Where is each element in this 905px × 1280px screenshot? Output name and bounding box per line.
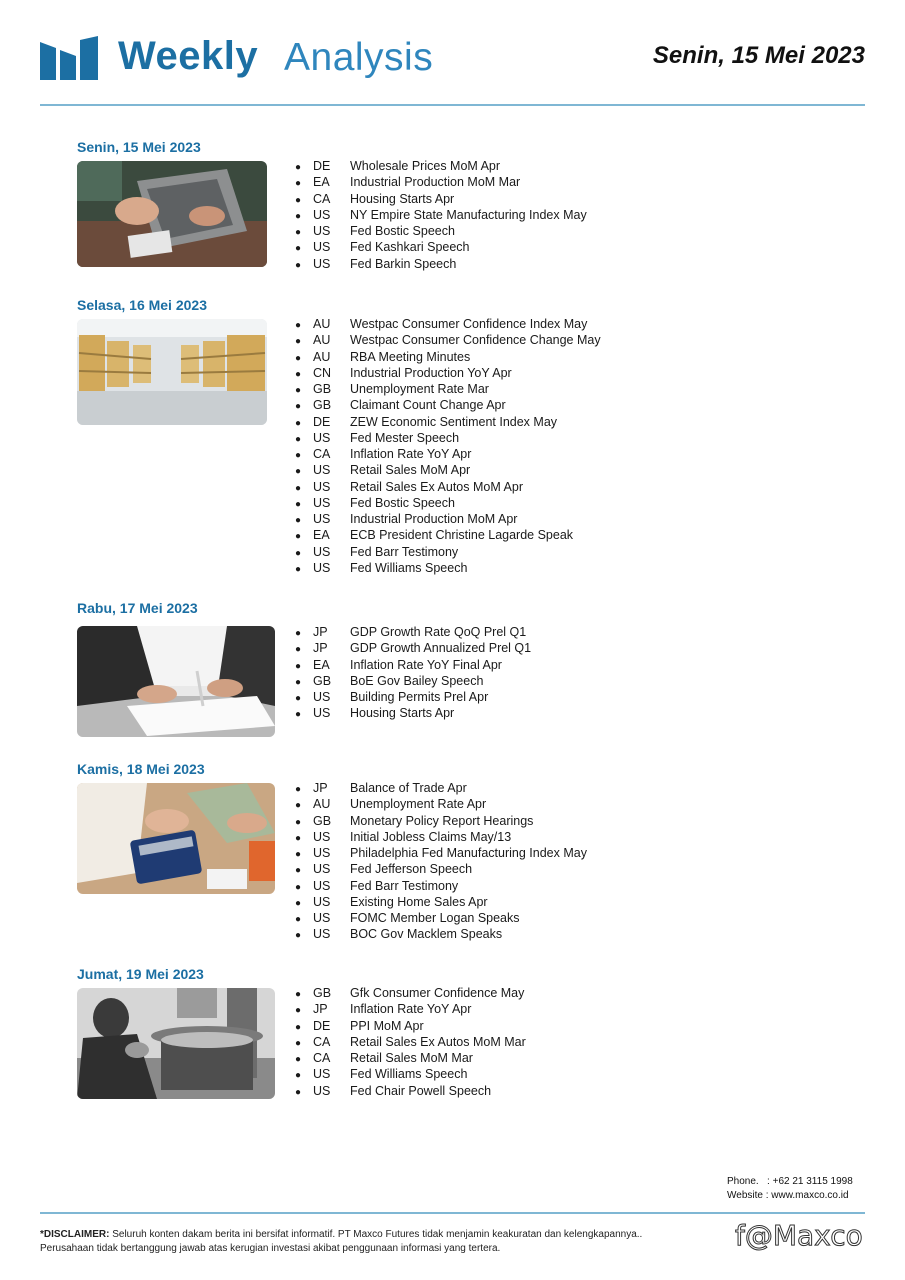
event-name: Fed Bostic Speech [350,224,455,238]
country-code: EA [313,175,330,190]
event-name: Building Permits Prel Apr [350,690,489,704]
event-item: ● CA Housing Starts Apr [295,191,455,206]
event-name: Balance of Trade Apr [350,781,467,795]
event-name: Fed Williams Speech [350,560,468,575]
country-code: CA [313,1051,331,1065]
contact-info [727,1175,853,1203]
event-name: Fed Bostic Speech [350,495,455,510]
country-code: AU [313,333,331,348]
event-item: ● DE PPI MoM Apr [295,1018,424,1033]
day-title: Selasa, 16 Mei 2023 [77,297,207,313]
event-list [295,316,601,576]
calculator-and-money-photo [77,783,275,894]
disclaimer-line-1: Seluruh konten dakam berita ini bersifat informatif. PT Maxco Futures tidak menjamin keakuratan dan kelengkapannya.. [109,1229,643,1240]
event-name: Claimant Count Change Apr [350,398,506,413]
country-code: US [313,911,331,925]
country-code: DE [313,1018,331,1033]
country-code: US [313,878,331,893]
country-code: CN [313,365,332,380]
header-divider [40,104,865,106]
disclaimer [40,1228,730,1256]
event-name: FOMC Member Logan Speaks [350,911,520,925]
event-item: ● EA Industrial Production MoM Mar [295,175,521,190]
event-item: ● EA ECB President Christine Lagarde Speak [295,528,574,543]
disclaimer-label: *DISCLAIMER: [40,1229,110,1240]
event-name: Initial Jobless Claims May/13 [350,829,512,844]
event-item: ● GB Claimant Count Change Apr [295,398,506,413]
country-code: JP [313,641,328,656]
country-code: US [313,430,331,445]
event-name: Fed Kashkari Speech [350,240,470,255]
event-item: ● EA Inflation Rate YoY Final Apr [295,657,502,672]
country-code: JP [313,781,328,795]
country-code: DE [313,159,331,173]
event-name: PPI MoM Apr [350,1018,424,1033]
country-code: JP [313,625,328,639]
event-name: Monetary Policy Report Hearings [350,813,534,828]
event-item: ● JP Balance of Trade Apr [295,781,467,795]
website-link[interactable]: : www.maxco.co.id [765,1190,849,1201]
country-code: US [313,846,331,860]
event-name: Gfk Consumer Confidence May [350,986,525,1000]
event-item: ● US Fed Barr Testimony [295,878,459,893]
event-item: ● US FOMC Member Logan Speaks [295,911,520,925]
event-list [295,780,587,943]
event-name: Retail Sales MoM Apr [350,463,471,478]
event-list [295,158,587,272]
country-code: US [313,240,331,255]
event-item: ● JP GDP Growth Rate QoQ Prel Q1 [295,625,527,639]
event-item: ● US Fed Barr Testimony [295,544,459,559]
event-item: ● DE ZEW Economic Sentiment Index May [295,414,558,429]
event-name: Fed Barr Testimony [350,878,459,893]
country-code: GB [313,673,332,688]
event-name: Philadelphia Fed Manufacturing Index May [350,846,587,860]
contract-signing-photo [77,626,275,737]
country-code: AU [313,349,331,364]
event-item: ● US NY Empire State Manufacturing Index May [295,207,587,222]
country-code: US [313,927,331,942]
event-item: ● US Philadelphia Fed Manufacturing Index May [295,846,587,860]
country-code: US [313,1083,331,1098]
country-code: US [313,512,331,526]
country-code: CA [313,447,331,461]
event-name: NY Empire State Manufacturing Index May [350,207,587,222]
event-item: ● US BOC Gov Macklem Speaks [295,927,503,942]
event-item: ● AU Westpac Consumer Confidence Index May [295,317,588,331]
event-item: ● US Industrial Production MoM Apr [295,512,518,526]
event-name: RBA Meeting Minutes [350,349,471,364]
event-item: ● CA Retail Sales Ex Autos MoM Mar [295,1034,526,1049]
event-item: ● US Retail Sales MoM Apr [295,463,471,478]
event-name: Fed Jefferson Speech [350,862,473,877]
header-date: Senin, 15 Mei 2023 [652,42,865,69]
event-item: ● US Retail Sales Ex Autos MoM Apr [295,479,523,494]
event-item: ● US Fed Williams Speech [295,1067,468,1082]
event-name: Fed Mester Speech [350,430,460,445]
country-code: JP [313,1002,328,1017]
event-name: Wholesale Prices MoM Apr [350,159,501,173]
event-item: ● US Fed Barkin Speech [295,256,457,271]
event-item: ● CA Inflation Rate YoY Apr [295,447,472,461]
disclaimer-line-2: Perusahaan tidak bertanggung jawab atas kerugian investasi akibat penggunaan informasi yang tertera. [40,1243,501,1254]
country-code: US [313,560,331,575]
country-code: US [313,894,331,909]
event-item: ● JP GDP Growth Annualized Prel Q1 [295,641,532,656]
event-item: ● US Housing Starts Apr [295,706,455,721]
country-code: US [313,690,331,704]
event-item: ● CA Retail Sales MoM Mar [295,1051,473,1065]
event-name: Retail Sales Ex Autos MoM Apr [350,479,523,494]
phone-label: Phone. [727,1176,759,1187]
phone-line [727,1175,853,1189]
country-code: US [313,207,331,222]
country-code: US [313,706,331,721]
country-code: GB [313,382,332,396]
country-code: EA [313,657,330,672]
event-item: ● US Initial Jobless Claims May/13 [295,829,512,844]
country-code: US [313,829,331,844]
event-item: ● US Fed Chair Powell Speech [295,1083,492,1098]
event-item: ● CN Industrial Production YoY Apr [295,365,512,380]
event-name: GDP Growth Annualized Prel Q1 [350,641,532,656]
country-code: CA [313,1034,331,1049]
event-item: ● US Fed Jefferson Speech [295,862,473,877]
event-item: ● AU Unemployment Rate Apr [295,797,487,812]
event-name: Westpac Consumer Confidence Change May [350,333,601,348]
event-name: Westpac Consumer Confidence Index May [350,317,588,331]
event-name: ECB President Christine Lagarde Speak [350,528,574,543]
machinist-at-lathe-photo [77,988,275,1099]
phone-value: : +62 21 3115 1998 [767,1176,853,1187]
event-name: Retail Sales Ex Autos MoM Mar [350,1034,526,1049]
event-name: Housing Starts Apr [350,191,455,206]
country-code: US [313,224,331,238]
country-code: US [313,495,331,510]
country-code: US [313,862,331,877]
event-item: ● DE Wholesale Prices MoM Apr [295,159,501,173]
event-name: Industrial Production MoM Mar [350,175,521,190]
event-item: ● GB Monetary Policy Report Hearings [295,813,534,828]
watermark: f@Maxco [735,1219,863,1252]
country-code: US [313,463,331,478]
event-item: ● US Fed Bostic Speech [295,224,455,238]
event-name: Fed Barkin Speech [350,256,457,271]
country-code: US [313,256,331,271]
country-code: EA [313,528,330,543]
event-name: Fed Chair Powell Speech [350,1083,492,1098]
event-item: ● AU RBA Meeting Minutes [295,349,471,364]
event-name: Industrial Production MoM Apr [350,512,518,526]
event-name: Inflation Rate YoY Final Apr [350,657,502,672]
event-list [295,624,531,722]
event-item: ● US Building Permits Prel Apr [295,690,489,704]
website-line [727,1189,853,1203]
country-code: AU [313,317,331,331]
warehouse-shelves-photo [77,319,267,425]
country-code: US [313,544,331,559]
event-name: Inflation Rate YoY Apr [350,1002,472,1017]
event-name: Existing Home Sales Apr [350,894,488,909]
event-item: ● US Fed Kashkari Speech [295,240,470,255]
event-name: Retail Sales MoM Mar [350,1051,473,1065]
event-name: BOC Gov Macklem Speaks [350,927,503,942]
country-code: GB [313,986,332,1000]
event-name: Industrial Production YoY Apr [350,365,512,380]
page-header [40,30,865,90]
country-code: US [313,1067,331,1082]
day-title: Jumat, 19 Mei 2023 [77,966,204,982]
country-code: DE [313,414,331,429]
country-code: CA [313,191,331,206]
event-name: Inflation Rate YoY Apr [350,447,472,461]
title-analysis: Analysis [284,36,434,79]
day-title: Kamis, 18 Mei 2023 [77,761,205,777]
event-item: ● JP Inflation Rate YoY Apr [295,1002,472,1017]
event-item: ● US Fed Bostic Speech [295,495,455,510]
event-item: ● GB Gfk Consumer Confidence May [295,986,525,1000]
event-list [295,985,526,1099]
title-weekly: Weekly [118,34,259,78]
event-name: Housing Starts Apr [350,706,455,721]
event-name: ZEW Economic Sentiment Index May [350,414,558,429]
event-item: ● US Existing Home Sales Apr [295,894,488,909]
website-label: Website [727,1190,763,1201]
event-name: BoE Gov Bailey Speech [350,673,484,688]
event-name: Fed Barr Testimony [350,544,459,559]
day-title: Senin, 15 Mei 2023 [77,139,201,155]
event-name: Fed Williams Speech [350,1067,468,1082]
event-item: ● AU Westpac Consumer Confidence Change May [295,333,601,348]
event-item: ● GB Unemployment Rate Mar [295,382,489,396]
event-name: GDP Growth Rate QoQ Prel Q1 [350,625,527,639]
footer-divider [40,1212,865,1214]
event-name: Unemployment Rate Apr [350,797,487,812]
event-item: ● US Fed Mester Speech [295,430,460,445]
event-name: Unemployment Rate Mar [350,382,489,396]
country-code: AU [313,797,331,812]
day-title: Rabu, 17 Mei 2023 [77,600,198,616]
event-item: ● GB BoE Gov Bailey Speech [295,673,484,688]
country-code: GB [313,813,332,828]
maxco-logo-icon [40,36,98,80]
event-item: ● US Fed Williams Speech [295,560,468,575]
hands-assembling-computer-photo [77,161,267,267]
country-code: GB [313,398,332,413]
country-code: US [313,479,331,494]
